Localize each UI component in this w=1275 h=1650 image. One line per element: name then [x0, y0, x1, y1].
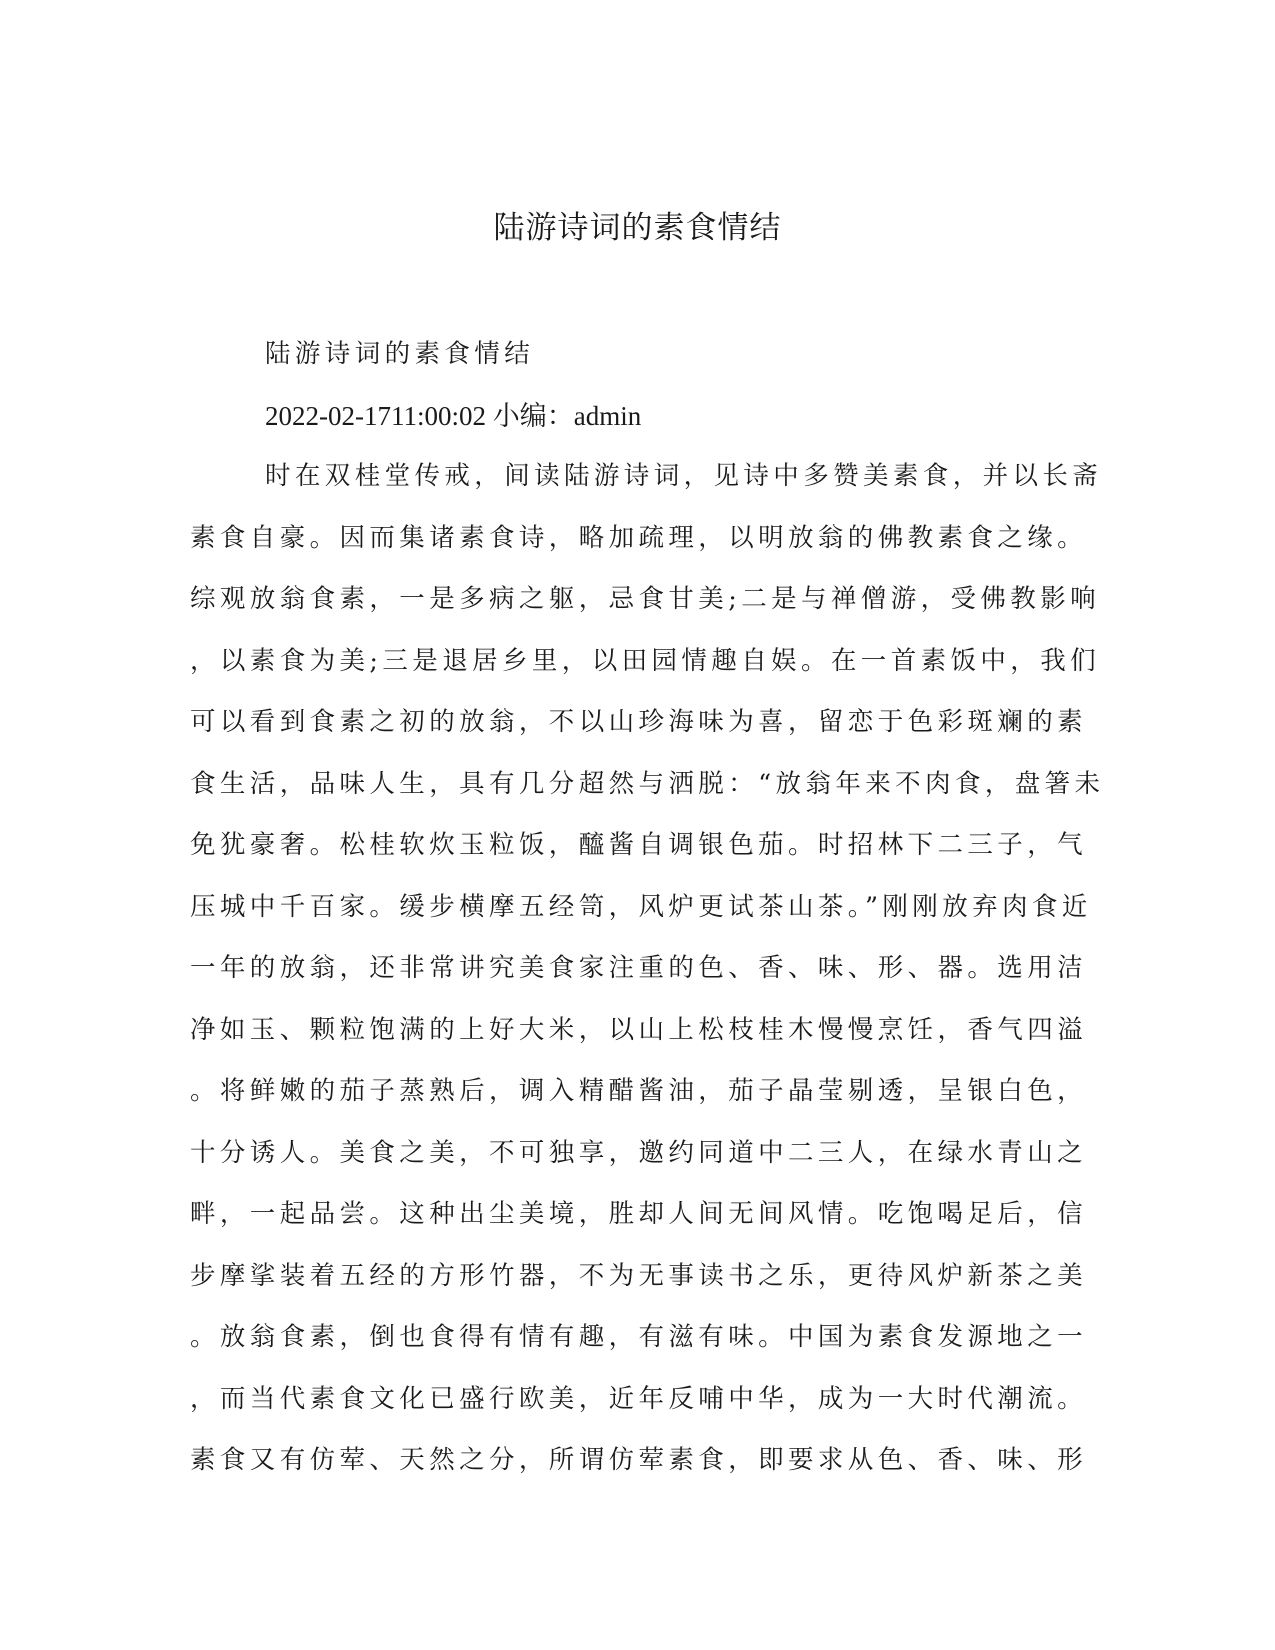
body-line: 素食又有仿荤、天然之分，所谓仿荤素食，即要求从色、香、味、形 [190, 1445, 1088, 1475]
article-body [190, 456, 1105, 1502]
body-line: 十分诱人。美食之美，不可独享，邀约同道中二三人，在绿水青山之 [190, 1137, 1088, 1168]
body-line: 步摩挲装着五经的方形竹器，不为无事读书之乐，更待风炉新茶之美 [190, 1260, 1088, 1291]
body-line: 一年的放翁，还非常讲究美食家注重的色、香、味、形、器。选用洁 [190, 953, 1088, 983]
body-line: 可以看到食素之初的放翁，不以山珍海味为喜，留恋于色彩斑斓的素 [190, 707, 1088, 737]
document-title: 陆游诗词的素食情结 [493, 210, 782, 246]
article-meta: 2022-02-1711:00:02 小编：admin [265, 401, 642, 431]
body-line: 压城中千百家。缓步横摩五经笥，风炉更试茶山茶。”刚刚放弃肉食近 [190, 891, 1092, 922]
body-line: 时在双桂堂传戒，间读陆游诗词，见诗中多赞美素食，并以长斋 [265, 461, 1103, 491]
body-line: 。将鲜嫩的茄子蒸熟后，调入精醋酱油，茄子晶莹剔透，呈银白色， [190, 1076, 1088, 1106]
body-line: 畔，一起品尝。这种出尘美境，胜却人间无间风情。吃饱喝足后，信 [190, 1199, 1088, 1229]
body-line: 综观放翁食素，一是多病之躯，忌食甘美;二是与禅僧游，受佛教影响 [190, 584, 1100, 614]
body-line: ，而当代素食文化已盛行欧美，近年反哺中华，成为一大时代潮流。 [190, 1383, 1088, 1414]
body-line: 净如玉、颗粒饱满的上好大米，以山上松枝桂木慢慢烹饪，香气四溢 [190, 1014, 1088, 1045]
article-subtitle: 陆游诗词的素食情结 [265, 339, 535, 369]
body-line: 食生活，品味人生，具有几分超然与洒脱：“放翁年来不肉食，盘箸未 [190, 768, 1105, 799]
body-line: 。放翁食素，倒也食得有情有趣，有滋有味。中国为素食发源地之一 [190, 1322, 1088, 1352]
body-line: 免犹豪奢。松桂软炊玉粒饭，醯酱自调银色茄。时招林下二三子，气 [190, 830, 1088, 860]
body-line: ，以素食为美;三是退居乡里，以田园情趣自娱。在一首素饭中，我们 [190, 645, 1100, 676]
body-line: 素食自豪。因而集诸素食诗，略加疏理，以明放翁的佛教素食之缘。 [190, 522, 1088, 553]
